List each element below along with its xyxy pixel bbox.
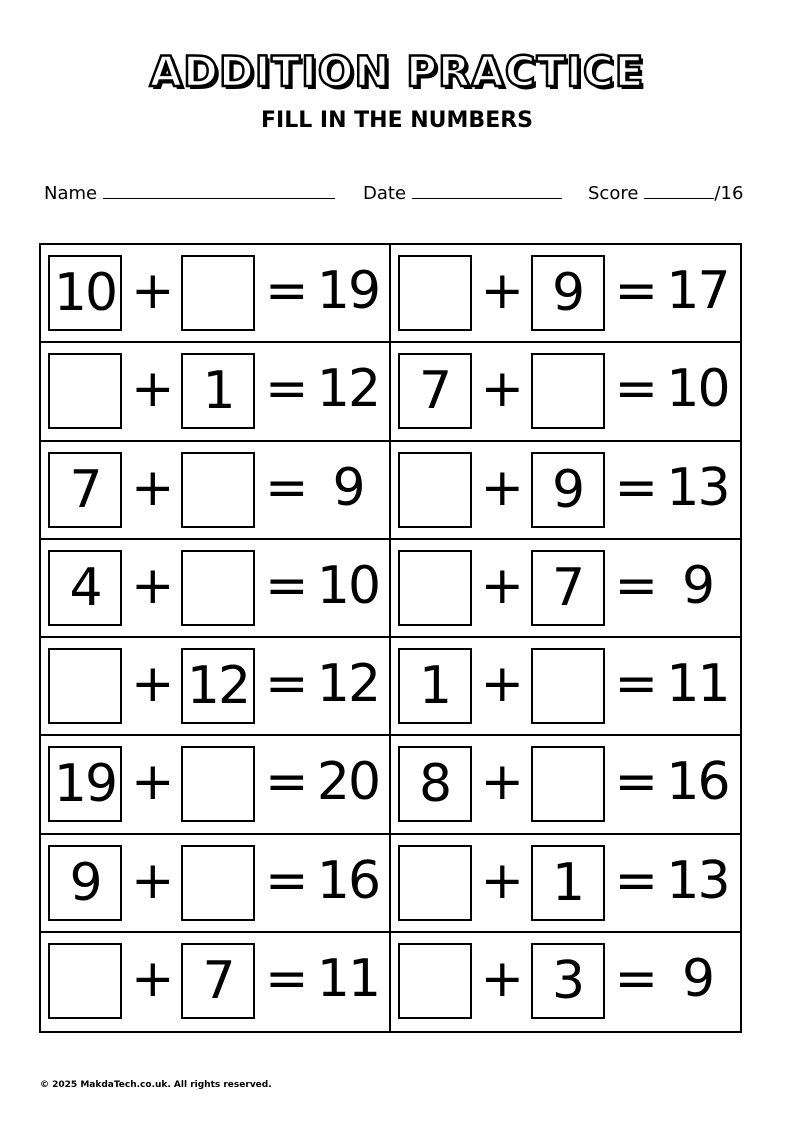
plus-sign: + (131, 850, 175, 911)
plus-sign: + (131, 261, 175, 321)
date-field[interactable] (363, 180, 562, 207)
plus-sign: + (480, 555, 525, 616)
equals-sign: = (265, 948, 309, 1009)
answer-box[interactable] (181, 550, 255, 626)
copyright-footer: © 2025 MakdaTech.co.uk. All rights reserved. (40, 1080, 272, 1090)
equals-sign: = (614, 457, 659, 518)
equals-sign: = (614, 752, 659, 813)
answer-box[interactable] (398, 452, 472, 528)
given-addend-box: 10 (48, 255, 122, 331)
problem-cell (391, 245, 741, 343)
problem-cell (391, 638, 741, 736)
given-addend-box: 1 (181, 353, 255, 429)
plus-sign: + (480, 850, 525, 911)
answer-box[interactable] (181, 452, 255, 528)
plus-sign: + (480, 359, 525, 420)
plus-sign: + (480, 261, 525, 321)
equals-sign: = (614, 948, 659, 1009)
equals-sign: = (265, 752, 309, 813)
answer-box[interactable] (181, 255, 255, 331)
problem-cell (41, 736, 391, 834)
sum-result: 9 (681, 555, 714, 616)
sum-result: 13 (666, 457, 729, 518)
given-addend-box: 7 (531, 550, 605, 626)
name-line[interactable] (103, 180, 335, 199)
problem-cell (41, 245, 391, 343)
sum-result: 17 (666, 261, 729, 321)
given-addend-box: 19 (48, 746, 122, 822)
score-line[interactable] (644, 180, 714, 199)
given-addend-box: 12 (181, 648, 255, 724)
plus-sign: + (131, 555, 175, 616)
given-addend-box: 7 (181, 943, 255, 1019)
score-field[interactable] (588, 180, 743, 207)
plus-sign: + (131, 752, 175, 813)
given-addend-box: 7 (48, 452, 122, 528)
plus-sign: + (480, 654, 525, 714)
answer-box[interactable] (181, 845, 255, 921)
problem-cell (391, 343, 741, 441)
score-label: Score (588, 183, 639, 204)
student-info-row (44, 180, 754, 206)
problem-cell (391, 736, 741, 834)
sum-result: 19 (316, 261, 380, 321)
score-total: /16 (714, 183, 744, 204)
given-addend-box: 9 (531, 452, 605, 528)
answer-box[interactable] (531, 648, 605, 724)
plus-sign: + (480, 457, 525, 518)
plus-sign: + (131, 359, 175, 420)
answer-box[interactable] (181, 746, 255, 822)
equals-sign: = (614, 555, 659, 616)
given-addend-box: 9 (531, 255, 605, 331)
worksheet-subtitle: FILL IN THE NUMBERS (260, 108, 534, 133)
given-addend-box: 1 (531, 845, 605, 921)
sum-result: 10 (316, 555, 380, 616)
worksheet-title: ADDITION PRACTICE (149, 47, 645, 96)
answer-box[interactable] (531, 353, 605, 429)
sum-result: 20 (316, 752, 380, 813)
sum-result: 13 (666, 850, 729, 911)
date-label: Date (363, 183, 407, 204)
equals-sign: = (265, 850, 309, 911)
date-line[interactable] (412, 180, 562, 199)
equals-sign: = (265, 654, 309, 714)
plus-sign: + (131, 948, 175, 1009)
equals-sign: = (265, 457, 309, 518)
problem-cell (391, 442, 741, 540)
answer-box[interactable] (48, 648, 122, 724)
sum-result: 12 (316, 654, 380, 714)
equals-sign: = (614, 850, 659, 911)
problem-grid (39, 243, 742, 1033)
name-label: Name (44, 183, 98, 204)
equals-sign: = (614, 654, 659, 714)
answer-box[interactable] (48, 943, 122, 1019)
answer-box[interactable] (398, 943, 472, 1019)
problem-cell (41, 933, 391, 1031)
equals-sign: = (265, 261, 309, 321)
plus-sign: + (131, 457, 175, 518)
problem-cell (391, 540, 741, 638)
answer-box[interactable] (398, 255, 472, 331)
sum-result: 11 (666, 654, 729, 714)
problem-cell (391, 933, 741, 1031)
given-addend-box: 3 (531, 943, 605, 1019)
sum-result: 10 (666, 359, 729, 420)
given-addend-box: 1 (398, 648, 472, 724)
given-addend-box: 4 (48, 550, 122, 626)
answer-box[interactable] (398, 845, 472, 921)
plus-sign: + (480, 948, 525, 1009)
given-addend-box: 9 (48, 845, 122, 921)
sum-result: 16 (666, 752, 729, 813)
plus-sign: + (131, 654, 175, 714)
problem-cell (41, 638, 391, 736)
answer-box[interactable] (48, 353, 122, 429)
equals-sign: = (614, 359, 659, 420)
sum-result: 11 (316, 948, 380, 1009)
given-addend-box: 7 (398, 353, 472, 429)
plus-sign: + (480, 752, 525, 813)
problem-cell (41, 540, 391, 638)
problem-cell (41, 442, 391, 540)
sum-result: 9 (332, 457, 364, 518)
sum-result: 12 (316, 359, 380, 420)
problem-cell (391, 835, 741, 933)
name-field[interactable] (44, 180, 335, 207)
answer-box[interactable] (398, 550, 472, 626)
equals-sign: = (265, 555, 309, 616)
equals-sign: = (614, 261, 659, 321)
equals-sign: = (265, 359, 309, 420)
problem-cell (41, 835, 391, 933)
given-addend-box: 8 (398, 746, 472, 822)
answer-box[interactable] (531, 746, 605, 822)
problem-cell (41, 343, 391, 441)
sum-result: 9 (681, 948, 714, 1009)
sum-result: 16 (316, 850, 380, 911)
